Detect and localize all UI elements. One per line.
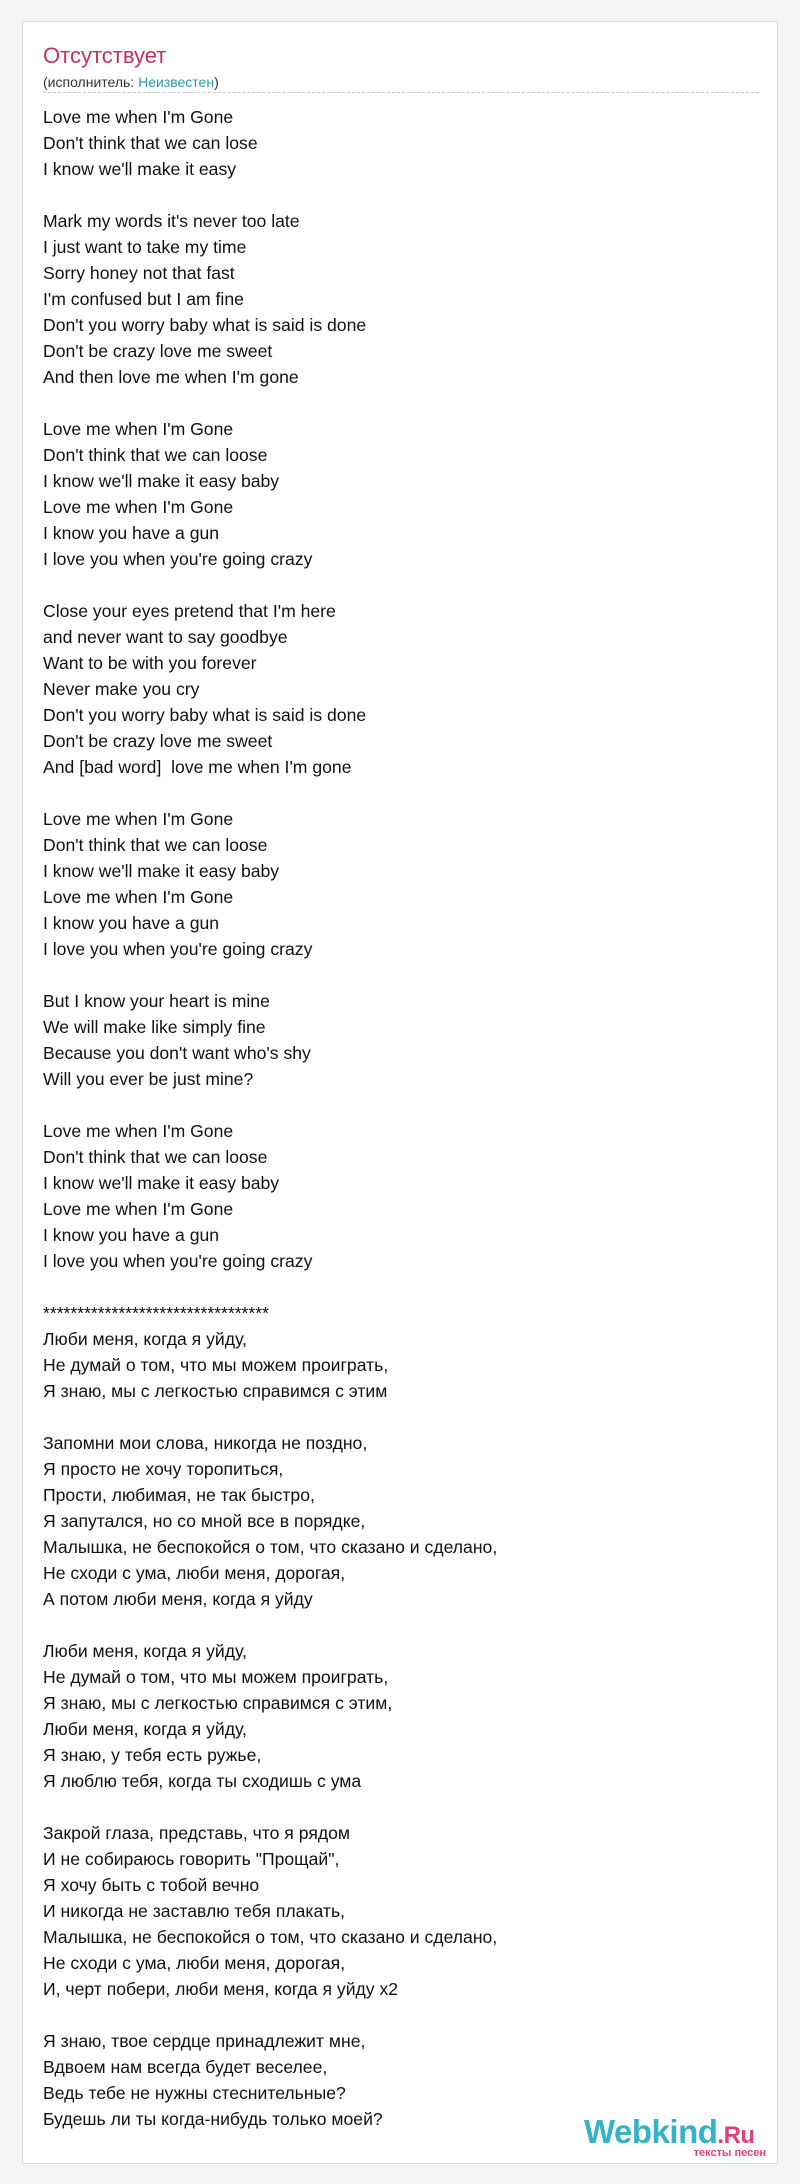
lyrics-line: I'm confused but I am fine [43,289,244,309]
lyrics-stanza [43,988,753,1092]
artist-link[interactable]: Неизвестен [138,74,215,90]
lyrics-line: Не сходи с ума, люби меня, дорогая, [43,1953,346,1973]
lyrics-line: Love me when I'm Gone [43,107,234,127]
lyrics-line: I know you have a gun [43,523,220,543]
lyrics-line: Don't you worry baby what is said is done [43,705,367,725]
lyrics-line: Я запутался, но со мной все в порядке, [43,1511,366,1531]
lyrics-line: I love you when you're going crazy [43,549,313,569]
lyrics-stanza [43,1638,753,1794]
lyrics-line: I know we'll make it easy [43,159,237,179]
lyrics-line: Ведь тебе не нужны стеснительные? [43,2083,346,2103]
song-title: Отсутствует [43,43,167,68]
divider [43,92,759,93]
lyrics-line: Sorry honey not that fast [43,263,235,283]
lyrics-line: And [bad word] love me when I'm gone [43,757,352,777]
lyrics-line: Не думай о том, что мы можем проиграть, [43,1667,389,1687]
lyrics-line: Люби меня, когда я уйду, [43,1719,247,1739]
lyrics-line: And then love me when I'm gone [43,367,299,387]
lyrics-line: И никогда не заставлю тебя плакать, [43,1901,346,1921]
logo-suffix: .Ru [717,2122,755,2149]
lyrics-line: Не сходи с ума, люби меня, дорогая, [43,1563,346,1583]
lyrics-line: И не собираюсь говорить "Прощай", [43,1849,340,1869]
lyrics-line: Don't be crazy love me sweet [43,341,273,361]
lyrics-line: We will make like simply fine [43,1017,266,1037]
lyrics-line: Will you ever be just mine? [43,1069,254,1089]
lyrics-line: Запомни мои слова, никогда не поздно, [43,1433,368,1453]
lyrics-line: Don't think that we can loose [43,1147,268,1167]
lyrics-line: Малышка, не беспокойся о том, что сказано и сделано, [43,1927,498,1947]
lyrics-line: Love me when I'm Gone [43,419,234,439]
lyrics-line: Вдвоем нам всегда будет веселее, [43,2057,328,2077]
artist-line [43,73,219,91]
lyrics-line: Close your eyes pretend that I'm here [43,601,336,621]
artist-suffix: ) [214,74,219,90]
lyrics-line: I love you when you're going crazy [43,1251,313,1271]
lyrics-page [22,21,778,2164]
lyrics-stanza [43,104,753,182]
lyrics-line: Don't think that we can loose [43,835,268,855]
lyrics-line: I love you when you're going crazy [43,939,313,959]
lyrics-line: Люби меня, когда я уйду, [43,1641,247,1661]
lyrics-line: Don't think that we can lose [43,133,258,153]
lyrics-stanza [43,1430,753,1612]
lyrics-line: But I know your heart is mine [43,991,270,1011]
lyrics-line: I know we'll make it easy baby [43,471,280,491]
lyrics-line: Я люблю тебя, когда ты сходишь с ума [43,1771,362,1791]
lyrics-line: Love me when I'm Gone [43,497,234,517]
artist-prefix: (исполнитель: [43,74,139,90]
lyrics-line: Want to be with you forever [43,653,257,673]
lyrics-stanza [43,1820,753,2002]
lyrics-line: I know we'll make it easy baby [43,861,280,881]
webkind-logo[interactable] [584,2114,774,2160]
lyrics-line: Don't you worry baby what is said is done [43,315,367,335]
lyrics-line: Mark my words it's never too late [43,211,300,231]
lyrics-line: Don't think that we can loose [43,445,268,465]
lyrics-line: Love me when I'm Gone [43,809,234,829]
lyrics-line: Never make you cry [43,679,200,699]
lyrics-line: Я просто не хочу торопиться, [43,1459,284,1479]
lyrics-line: И, черт побери, люби меня, когда я уйду x2 [43,1979,399,1999]
lyrics-line: Я знаю, мы с легкостью справимся с этим, [43,1693,393,1713]
lyrics-line: Я знаю, мы с легкостью справимся с этим [43,1381,388,1401]
lyrics-line: I know we'll make it easy baby [43,1173,280,1193]
lyrics-line: I know you have a gun [43,913,220,933]
lyrics-text [43,104,753,2158]
lyrics-line: А потом люби меня, когда я уйду [43,1589,313,1609]
lyrics-line: Я знаю, у тебя есть ружье, [43,1745,262,1765]
lyrics-line: Не думай о том, что мы можем проиграть, [43,1355,389,1375]
lyrics-line: and never want to say goodbye [43,627,288,647]
lyrics-stanza [43,1118,753,1274]
logo-tagline: тексты песен [693,2147,766,2159]
lyrics-line: ********************************* [43,1303,269,1323]
lyrics-stanza [43,1300,753,1404]
lyrics-line: Люби меня, когда я уйду, [43,1329,247,1349]
logo-main-text: Webkind [584,2113,718,2150]
lyrics-line: Я знаю, твое сердце принадлежит мне, [43,2031,366,2051]
lyrics-line: I just want to take my time [43,237,247,257]
lyrics-line: I know you have a gun [43,1225,220,1245]
lyrics-line: Love me when I'm Gone [43,1199,234,1219]
lyrics-line: Прости, любимая, не так быстро, [43,1485,315,1505]
lyrics-line: Я хочу быть с тобой вечно [43,1875,260,1895]
lyrics-line: Будешь ли ты когда-нибудь только моей? [43,2109,383,2129]
lyrics-line: Love me when I'm Gone [43,887,234,907]
lyrics-line: Закрой глаза, представь, что я рядом [43,1823,350,1843]
lyrics-line: Don't be crazy love me sweet [43,731,273,751]
lyrics-stanza [43,208,753,390]
lyrics-stanza [43,598,753,780]
lyrics-line: Love me when I'm Gone [43,1121,234,1141]
lyrics-line: Because you don't want who's shy [43,1043,311,1063]
lyrics-stanza [43,416,753,572]
lyrics-stanza [43,806,753,962]
lyrics-line: Малышка, не беспокойся о том, что сказано и сделано, [43,1537,498,1557]
